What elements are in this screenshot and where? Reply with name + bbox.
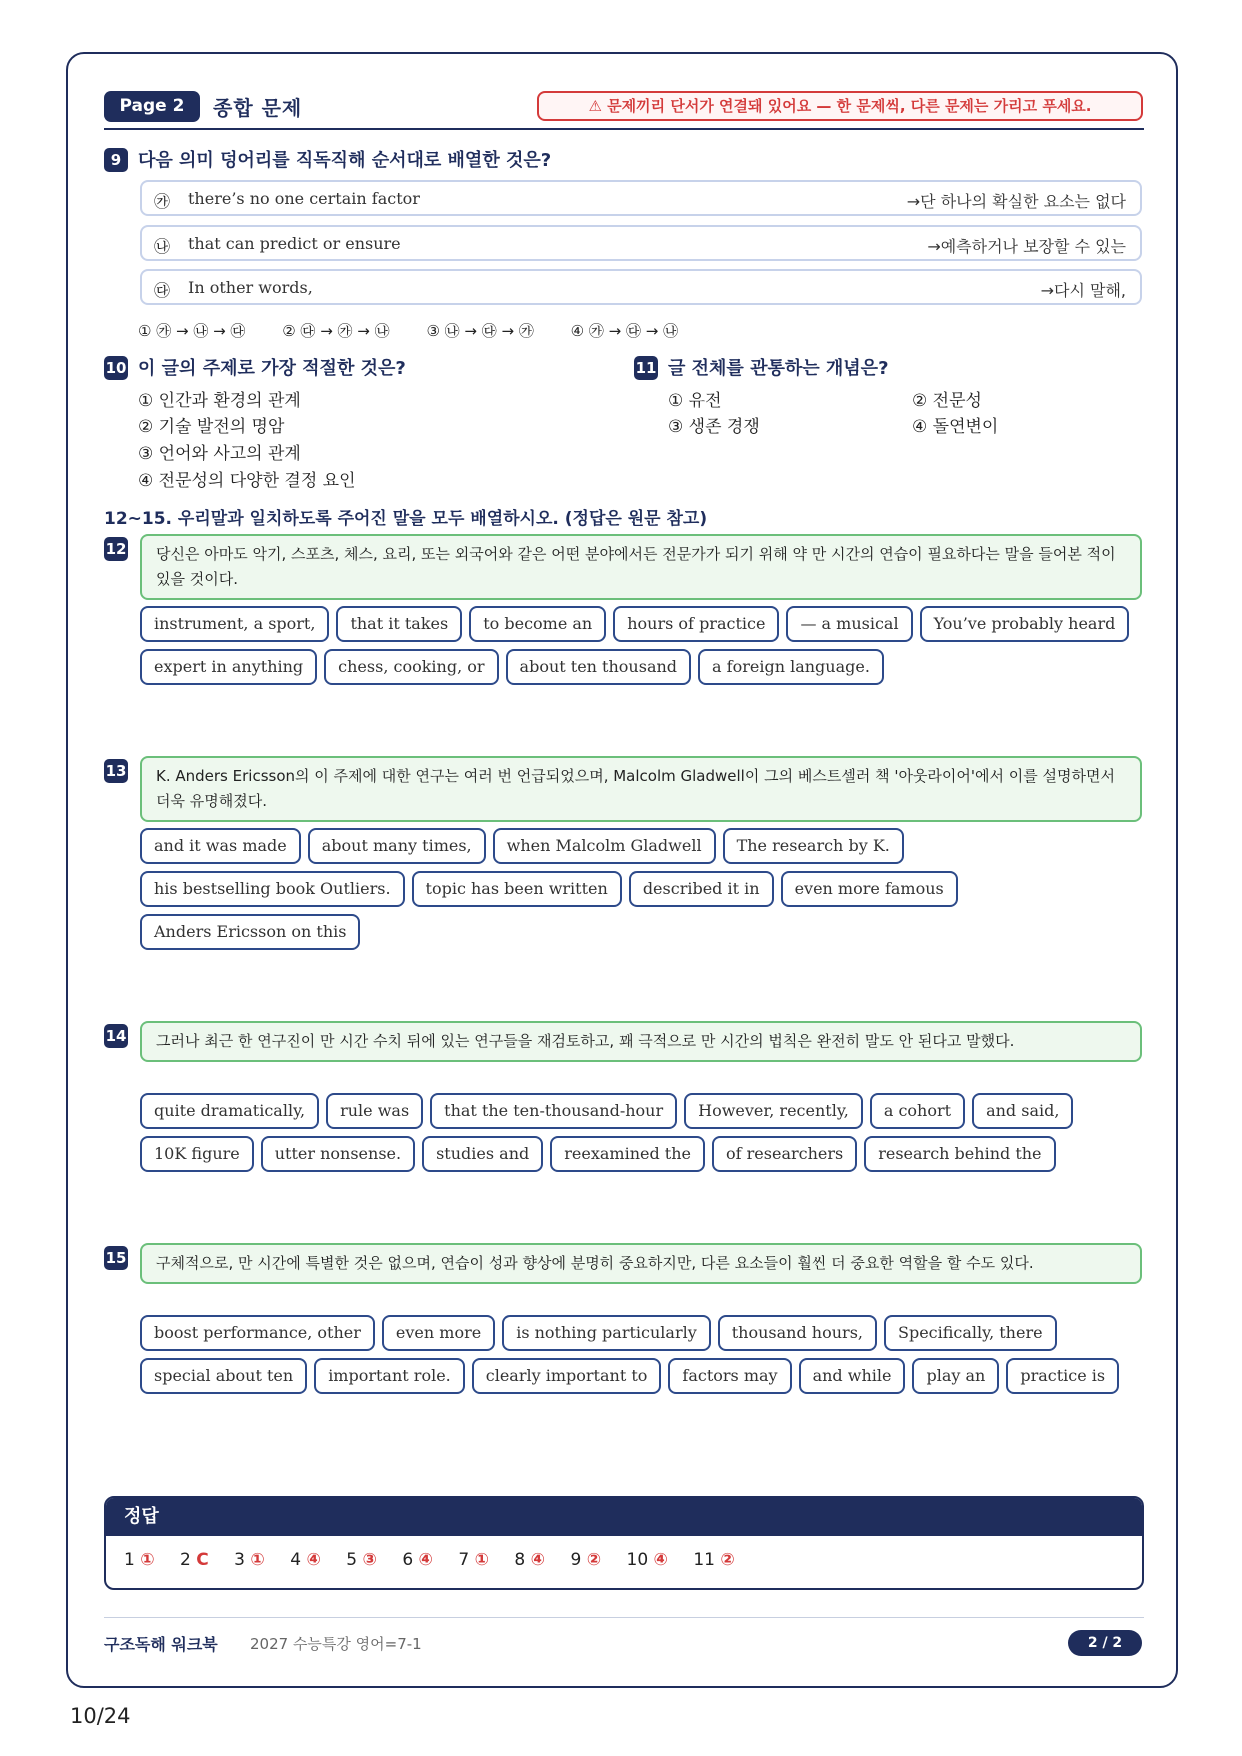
word-tile[interactable]: play an — [912, 1358, 999, 1394]
answer-item: 11 ② — [693, 1550, 735, 1570]
chunk-korean: →단 하나의 확실한 요소는 없다 — [906, 192, 1126, 211]
option[interactable]: ④ 돌연변이 — [912, 417, 999, 437]
option[interactable]: ③ 언어와 사고의 관계 — [138, 444, 301, 464]
word-tile[interactable]: practice is — [1006, 1358, 1119, 1394]
chunk-row — [140, 269, 1142, 305]
word-tile[interactable]: 10K figure — [140, 1136, 254, 1172]
chunk-english: In other words, — [188, 278, 313, 297]
tile-area — [140, 1315, 1150, 1401]
word-tile[interactable]: and said, — [972, 1093, 1073, 1129]
question-number: 9 — [104, 148, 128, 172]
answer-key-title: 정답 — [106, 1498, 1142, 1536]
word-tile[interactable]: reexamined the — [550, 1136, 705, 1172]
word-tile[interactable]: even more — [382, 1315, 495, 1351]
question-number: 13 — [104, 759, 128, 783]
word-tile[interactable]: that the ten-thousand-hour — [430, 1093, 677, 1129]
chunk-korean: →다시 말해, — [1040, 281, 1126, 300]
word-tile[interactable]: boost performance, other — [140, 1315, 375, 1351]
answer-item: 7 ① — [458, 1550, 489, 1570]
warning-banner: ⚠ 문제끼리 단서가 연결돼 있어요 — 한 문제씩, 다른 문제는 가리고 푸세요. — [537, 91, 1143, 121]
footer-brand: 구조독해 워크북 — [104, 1635, 218, 1654]
word-tile[interactable]: even more famous — [781, 871, 958, 907]
answer-item: 2 C — [180, 1550, 209, 1570]
word-tile[interactable]: Anders Ericsson on this — [140, 914, 360, 950]
chunk-row — [140, 225, 1142, 261]
option[interactable]: ④ ㉮ → ㉰ → ㉯ — [570, 322, 679, 340]
word-tile[interactable]: rule was — [326, 1093, 423, 1129]
answer-item: 10 ④ — [626, 1550, 668, 1570]
word-tile[interactable]: Specifically, there — [884, 1315, 1057, 1351]
chunk-korean: →예측하거나 보장할 수 있는 — [927, 237, 1126, 256]
answer-item: 1 ① — [124, 1550, 155, 1570]
tile-area — [140, 1093, 1150, 1179]
answer-list — [124, 1550, 755, 1570]
chunk-row — [140, 180, 1142, 216]
chunk-english: that can predict or ensure — [188, 234, 401, 253]
chunk-label: ㉮ — [154, 192, 171, 211]
word-tile[interactable]: of researchers — [712, 1136, 857, 1172]
word-tile[interactable]: is nothing particularly — [502, 1315, 711, 1351]
word-tile[interactable]: about ten thousand — [506, 649, 692, 685]
word-tile[interactable]: instrument, a sport, — [140, 606, 329, 642]
footer-divider — [104, 1617, 1144, 1618]
question-number: 14 — [104, 1024, 128, 1048]
question-title: 다음 의미 덩어리를 직독직해 순서대로 배열한 것은? — [138, 150, 552, 171]
option[interactable]: ④ 전문성의 다양한 결정 요인 — [138, 471, 356, 491]
q9-options — [138, 320, 710, 341]
chunk-label: ㉯ — [154, 237, 171, 256]
chunk-english: there’s no one certain factor — [188, 189, 420, 208]
section-heading: 12~15. 우리말과 일치하도록 주어진 말을 모두 배열하시오. (정답은 원문 참고) — [104, 509, 708, 529]
page-count: 10/24 — [70, 1704, 131, 1728]
tile-area — [140, 606, 1150, 692]
word-tile[interactable]: when Malcolm Gladwell — [493, 828, 716, 864]
chunk-label: ㉰ — [154, 281, 171, 300]
tile-area — [140, 828, 1150, 957]
word-tile[interactable]: The research by K. — [723, 828, 904, 864]
option[interactable]: ② 기술 발전의 명암 — [138, 417, 285, 437]
word-tile[interactable]: You’ve probably heard — [920, 606, 1130, 642]
option[interactable]: ② 전문성 — [912, 391, 982, 411]
word-tile[interactable]: chess, cooking, or — [324, 649, 498, 685]
question-title: 글 전체를 관통하는 개념은? — [668, 358, 889, 379]
korean-prompt: K. Anders Ericsson의 이 주제에 대한 연구는 여러 번 언급되었으며, Malcolm Gladwell이 그의 베스트셀러 책 '아웃라이어'에서 이를 설명하면서 더욱 유명해졌다. — [140, 756, 1142, 822]
option[interactable]: ③ ㉯ → ㉰ → ㉮ — [426, 322, 534, 340]
word-tile[interactable]: and while — [799, 1358, 906, 1394]
header-divider — [104, 128, 1144, 130]
option[interactable]: ① 인간과 환경의 관계 — [138, 391, 301, 411]
answer-item: 3 ① — [234, 1550, 265, 1570]
word-tile[interactable]: studies and — [422, 1136, 543, 1172]
word-tile[interactable]: — a musical — [786, 606, 912, 642]
word-tile[interactable]: However, recently, — [684, 1093, 863, 1129]
word-tile[interactable]: clearly important to — [472, 1358, 662, 1394]
question-title: 이 글의 주제로 가장 적절한 것은? — [138, 358, 406, 379]
word-tile[interactable]: hours of practice — [613, 606, 779, 642]
answer-item: 9 ② — [570, 1550, 602, 1570]
page-title: 종합 문제 — [213, 96, 303, 120]
answer-item: 4 ④ — [290, 1550, 321, 1570]
option[interactable]: ① 유전 — [668, 391, 722, 411]
word-tile[interactable]: about many times, — [308, 828, 486, 864]
footer-page-badge: 2 / 2 — [1068, 1630, 1142, 1656]
word-tile[interactable]: thousand hours, — [718, 1315, 877, 1351]
korean-prompt: 구체적으로, 만 시간에 특별한 것은 없으며, 연습이 성과 향상에 분명히 중요하지만, 다른 요소들이 훨씬 더 중요한 역할을 할 수도 있다. — [140, 1243, 1142, 1284]
word-tile[interactable]: special about ten — [140, 1358, 307, 1394]
word-tile[interactable]: a cohort — [870, 1093, 965, 1129]
question-number: 15 — [104, 1246, 128, 1270]
word-tile[interactable]: topic has been written — [412, 871, 622, 907]
word-tile[interactable]: a foreign language. — [698, 649, 884, 685]
korean-prompt: 당신은 아마도 악기, 스포츠, 체스, 요리, 또는 외국어와 같은 어떤 분야에서든 전문가가 되기 위해 약 만 시간의 연습이 필요하다는 말을 들어본 적이 있을 것이다. — [140, 534, 1142, 600]
question-number: 11 — [634, 356, 658, 380]
korean-prompt: 그러나 최근 한 연구진이 만 시간 수치 뒤에 있는 연구들을 재검토하고, 꽤 극적으로 만 시간의 법칙은 완전히 말도 안 된다고 말했다. — [140, 1021, 1142, 1062]
answer-item: 5 ③ — [346, 1550, 377, 1570]
word-tile[interactable]: described it in — [629, 871, 774, 907]
word-tile[interactable]: utter nonsense. — [261, 1136, 415, 1172]
word-tile[interactable]: expert in anything — [140, 649, 317, 685]
question-number: 10 — [104, 356, 128, 380]
option[interactable]: ② ㉰ → ㉮ → ㉯ — [282, 322, 390, 340]
word-tile[interactable]: his bestselling book Outliers. — [140, 871, 405, 907]
word-tile[interactable]: research behind the — [864, 1136, 1055, 1172]
word-tile[interactable]: important role. — [314, 1358, 465, 1394]
answer-item: 8 ④ — [514, 1550, 546, 1570]
word-tile[interactable]: to become an — [469, 606, 606, 642]
option[interactable]: ③ 생존 경쟁 — [668, 417, 760, 437]
word-tile[interactable]: factors may — [668, 1358, 791, 1394]
word-tile[interactable]: that it takes — [336, 606, 462, 642]
word-tile[interactable]: and it was made — [140, 828, 301, 864]
question-number: 12 — [104, 537, 128, 561]
word-tile[interactable]: quite dramatically, — [140, 1093, 319, 1129]
option[interactable]: ① ㉮ → ㉯ → ㉰ — [138, 322, 246, 340]
answer-key — [104, 1496, 1144, 1590]
footer-subtitle: 2027 수능특강 영어=7-1 — [250, 1635, 422, 1653]
page-badge: Page 2 — [104, 91, 200, 122]
answer-item: 6 ④ — [402, 1550, 433, 1570]
